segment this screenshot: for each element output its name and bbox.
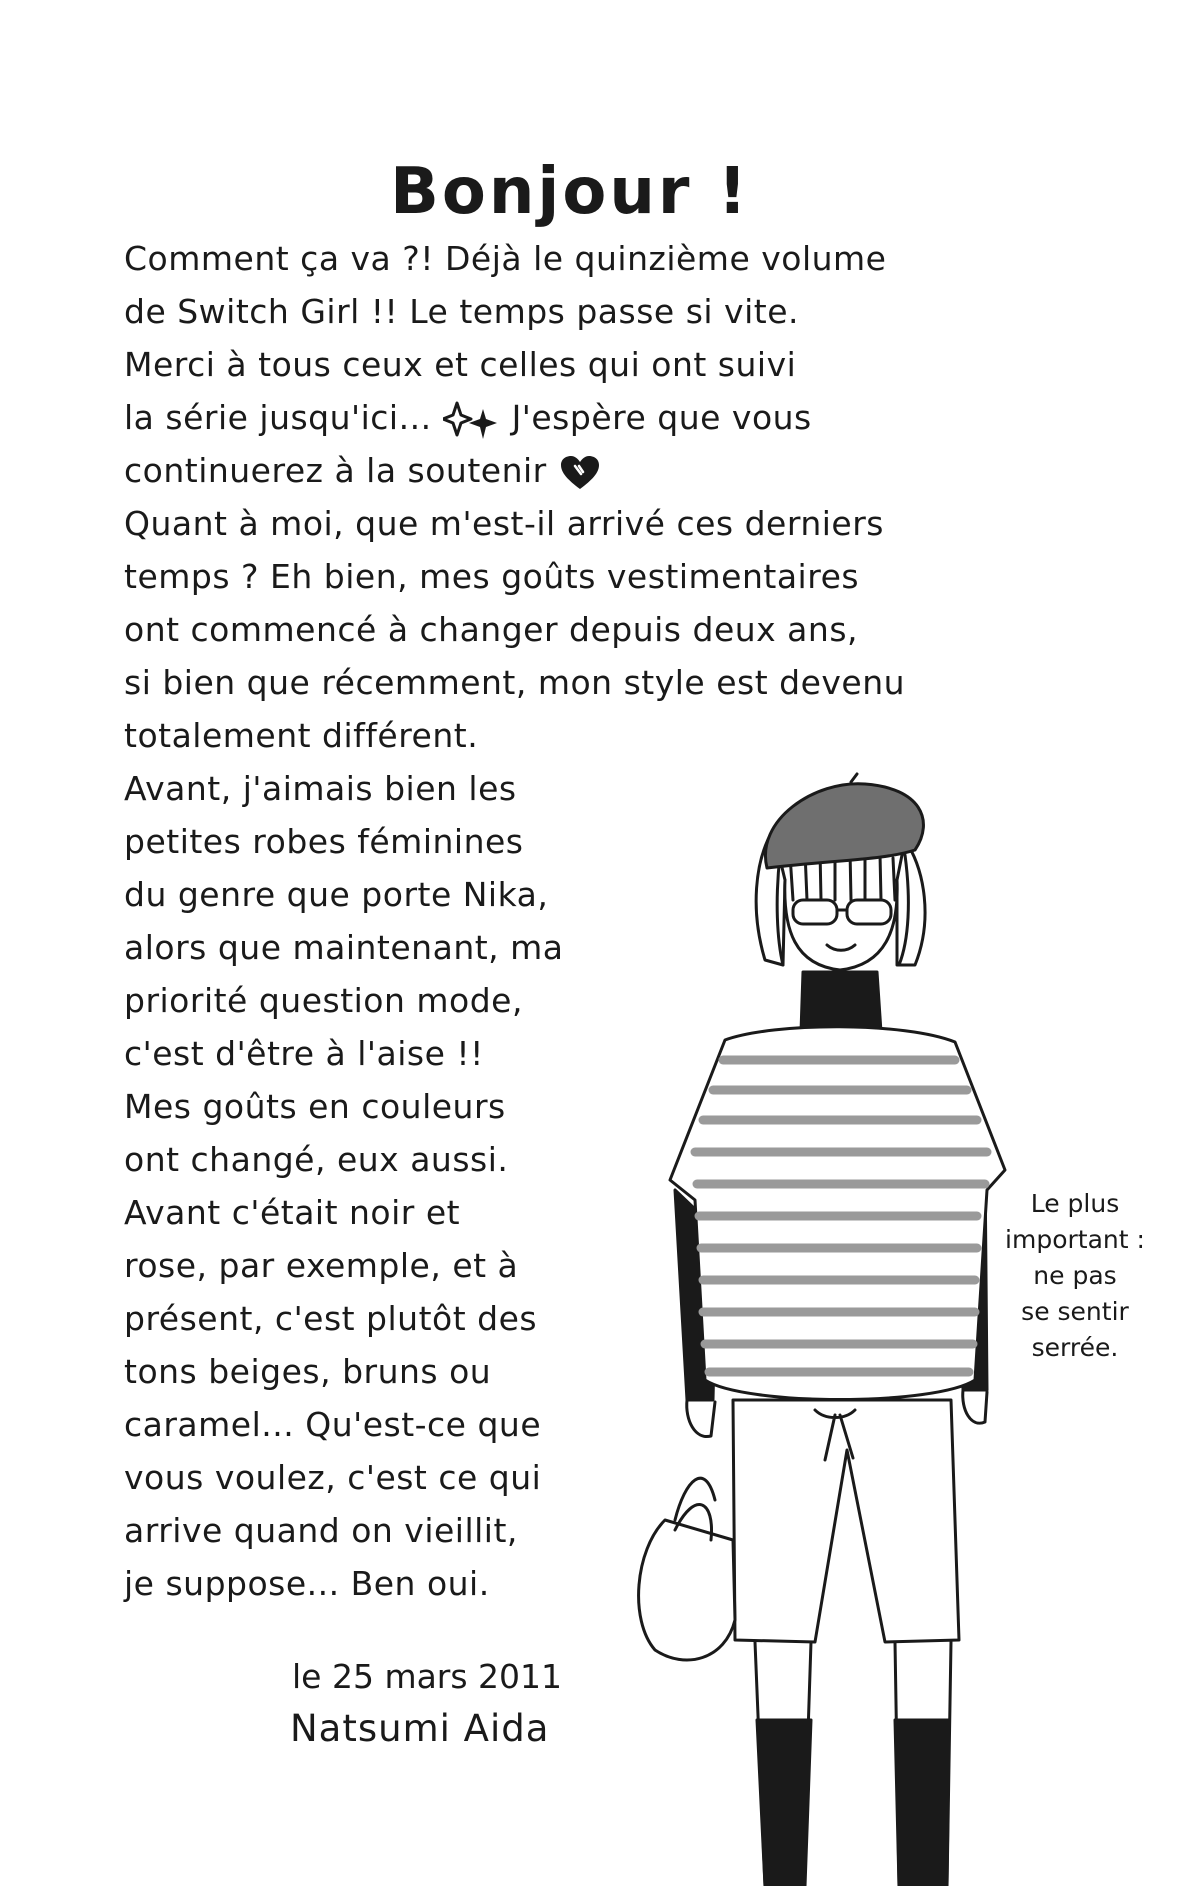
- text-line: présent, c'est plutôt des: [124, 1299, 538, 1338]
- text-line: je suppose... Ben oui.: [124, 1564, 490, 1603]
- sparkle-icon: [443, 399, 501, 441]
- text-line: continuerez à la soutenir: [124, 444, 1024, 497]
- text-line: priorité question mode,: [124, 981, 523, 1020]
- text-line: Avant, j'aimais bien les: [124, 769, 517, 808]
- text-line: Mes goûts en couleurs: [124, 1087, 506, 1126]
- heart-icon: [558, 454, 602, 492]
- text-line: totalement différent.: [124, 716, 479, 755]
- text-line: Merci à tous ceux et celles qui ont suivi: [124, 345, 797, 384]
- text-line: alors que maintenant, ma: [124, 928, 564, 967]
- text-line: caramel... Qu'est-ce que: [124, 1405, 542, 1444]
- text-line: Comment ça va ?! Déjà le quinzième volume: [124, 239, 887, 278]
- signature-date: le 25 mars 2011: [292, 1657, 563, 1696]
- author-name: Natsumi Aida: [290, 1707, 550, 1750]
- text-line: rose, par exemple, et à: [124, 1246, 519, 1285]
- text-line: petites robes féminines: [124, 822, 524, 861]
- caption-line: se sentir: [1021, 1297, 1129, 1326]
- text-line: ont changé, eux aussi.: [124, 1140, 509, 1179]
- beret: [765, 784, 923, 868]
- text-line: ont commencé à changer depuis deux ans,: [124, 610, 858, 649]
- turtleneck: [801, 972, 881, 1032]
- author-self-portrait-illustration: [615, 760, 1035, 1886]
- page-title: Bonjour !: [390, 154, 750, 229]
- text-line: Avant c'était noir et: [124, 1193, 461, 1232]
- text-line: c'est d'être à l'aise !!: [124, 1034, 484, 1073]
- caption-line: ne pas: [1033, 1261, 1117, 1290]
- text-line: tons beiges, bruns ou: [124, 1352, 492, 1391]
- text-line: temps ? Eh bien, mes goûts vestimentaires: [124, 557, 860, 596]
- text-line: du genre que porte Nika,: [124, 875, 549, 914]
- text-line: Quant à moi, que m'est-il arrivé ces derniers: [124, 504, 884, 543]
- caption-line: serrée.: [1031, 1333, 1119, 1362]
- right-sock: [895, 1720, 949, 1886]
- text-line: si bien que récemment, mon style est devenu: [124, 663, 906, 702]
- text-line: arrive quand on vieillit,: [124, 1511, 518, 1550]
- text-line: la série jusqu'ici... J'espère que vous: [124, 391, 1024, 444]
- handbag: [639, 1520, 735, 1660]
- left-sock: [757, 1720, 811, 1886]
- caption-line: important :: [1005, 1225, 1145, 1254]
- text-line: de Switch Girl !! Le temps passe si vite.: [124, 292, 799, 331]
- text-line: vous voulez, c'est ce qui: [124, 1458, 542, 1497]
- caption-line: Le plus: [1030, 1189, 1120, 1218]
- signature-block: [290, 1652, 562, 1756]
